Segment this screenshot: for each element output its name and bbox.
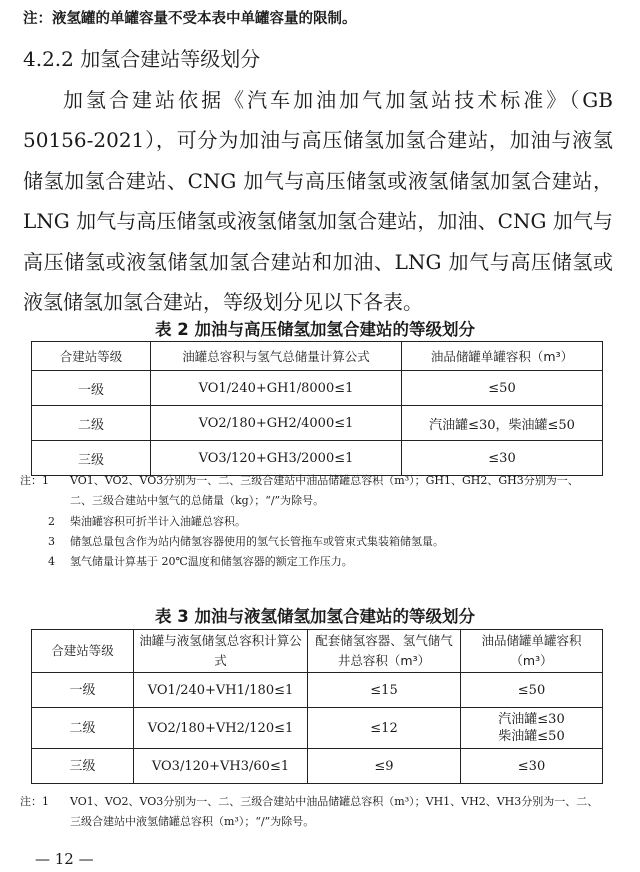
note-text: VO1、VO2、VO3分别为一、二、三级合建站中油品储罐总容积（m³）；GH1、GH2、GH3分别为一、 [70,474,579,487]
table3-h2-volume-cell: ≤9 [308,749,461,784]
oil-line: 柴油罐≤50 [498,729,565,744]
table2-note-4 [20,552,620,572]
table-row [32,749,603,784]
table3 [31,629,603,784]
note-text: 氢气储量计算基于 20℃温度和储氢容器的额定工作压力。 [70,555,353,568]
table2-title: 表 2 加油与高压储氢加氢合建站的等级划分 [155,320,475,339]
table2-header-cell: 合建站等级 [32,342,151,371]
table2-formula-cell: VO3/120+GH3/2000≤1 [151,441,402,476]
table3-formula-cell: VO3/120+VH3/60≤1 [134,749,308,784]
table2 [31,341,603,476]
table3-title: 表 3 加油与液氢储氢加氢合建站的等级划分 [155,607,475,626]
table2-grade-cell: 二级 [32,406,151,441]
table3-oil-volume-cell [461,708,603,749]
table3-h2-volume-cell: ≤12 [308,708,461,749]
table-row [32,371,603,406]
table2-note-1-cont [20,491,620,511]
note-label: 注：1 [20,795,49,808]
note-label: 注：1 [20,474,49,487]
section-heading: 4.2.2 加氢合建站等级划分 [23,47,261,71]
table3-formula-cell: VO1/240+VH1/180≤1 [134,673,308,708]
table3-grade-cell: 一级 [32,673,134,708]
table2-header-row [32,342,603,371]
table3-header-cell: 油品储罐单罐容积（m³） [461,630,603,673]
table3-note-1-cont [20,812,620,832]
table2-grade-cell: 三级 [32,441,151,476]
table2-note-1 [20,471,620,491]
note-label: 4 [48,555,55,568]
note-text: 柴油罐容积可折半计入油罐总容积。 [70,515,246,528]
table3-grade-cell: 二级 [32,708,134,749]
table2-formula-cell: VO1/240+GH1/8000≤1 [151,371,402,406]
table3-header-cell: 配套储氢容器、氢气储气井总容积（m³） [308,630,461,673]
note-label: 3 [48,535,55,548]
page-number: — 12 — [35,850,94,868]
table2-note-2 [20,512,620,532]
table2-volume-cell: 汽油罐≤30，柴油罐≤50 [402,406,603,441]
top-note: 注：液氢罐的单罐容量不受本表中单罐容量的限制。 [23,11,357,27]
table2-header-cell: 油罐总容积与氢气总储量计算公式 [151,342,402,371]
table3-header-cell: 油罐与液氢储氢总容积计算公式 [134,630,308,673]
table-row [32,673,603,708]
table3-header-cell: 合建站等级 [32,630,134,673]
table3-header-row [32,630,603,673]
body-paragraph: 加氢合建站依据《汽车加油加气加氢站技术标准》（GB 50156-2021），可分为加油与高压储氢加氢合建站，加油与液氢储氢加氢合建站、CNG 加气与高压储氢或液氢储氢加氢合建站，LNG 加气与高压储氢或液氢储氢加氢合建站，加油、CNG 加气与高压储氢或液氢储氢加氢合建站和加油、LNG 加气与高压储氢或液氢储氢加氢合建站，等级划分见以下各表。 [23,88,613,315]
table3-grade-cell: 三级 [32,749,134,784]
note-label: 2 [48,515,55,528]
table3-formula-cell: VO2/180+VH2/120≤1 [134,708,308,749]
note-text: 储氢总量包含作为站内储氢容器使用的氢气长管拖车或管束式集装箱储氢量。 [70,535,444,548]
note-text: 三级合建站中液氢储罐总容积（m³）；“/”为除号。 [70,815,315,828]
table2-volume-cell: ≤50 [402,371,603,406]
table3-oil-volume-cell: ≤50 [461,673,603,708]
table-row [32,406,603,441]
table2-formula-cell: VO2/180+GH2/4000≤1 [151,406,402,441]
note-text: 二、三级合建站中氢气的总储量（kg）；“/”为除号。 [70,494,325,507]
table3-note-1 [20,792,620,812]
oil-line: 汽油罐≤30 [498,712,565,727]
table2-volume-cell: ≤30 [402,441,603,476]
table2-note-3 [20,532,620,552]
table2-grade-cell: 一级 [32,371,151,406]
table3-h2-volume-cell: ≤15 [308,673,461,708]
table-row [32,708,603,749]
table2-header-cell: 油品储罐单罐容积（m³） [402,342,603,371]
table3-oil-volume-cell: ≤30 [461,749,603,784]
note-text: VO1、VO2、VO3分别为一、二、三级合建站中油品储罐总容积（m³）；VH1、VH2、VH3分别为一、二、 [70,795,599,808]
